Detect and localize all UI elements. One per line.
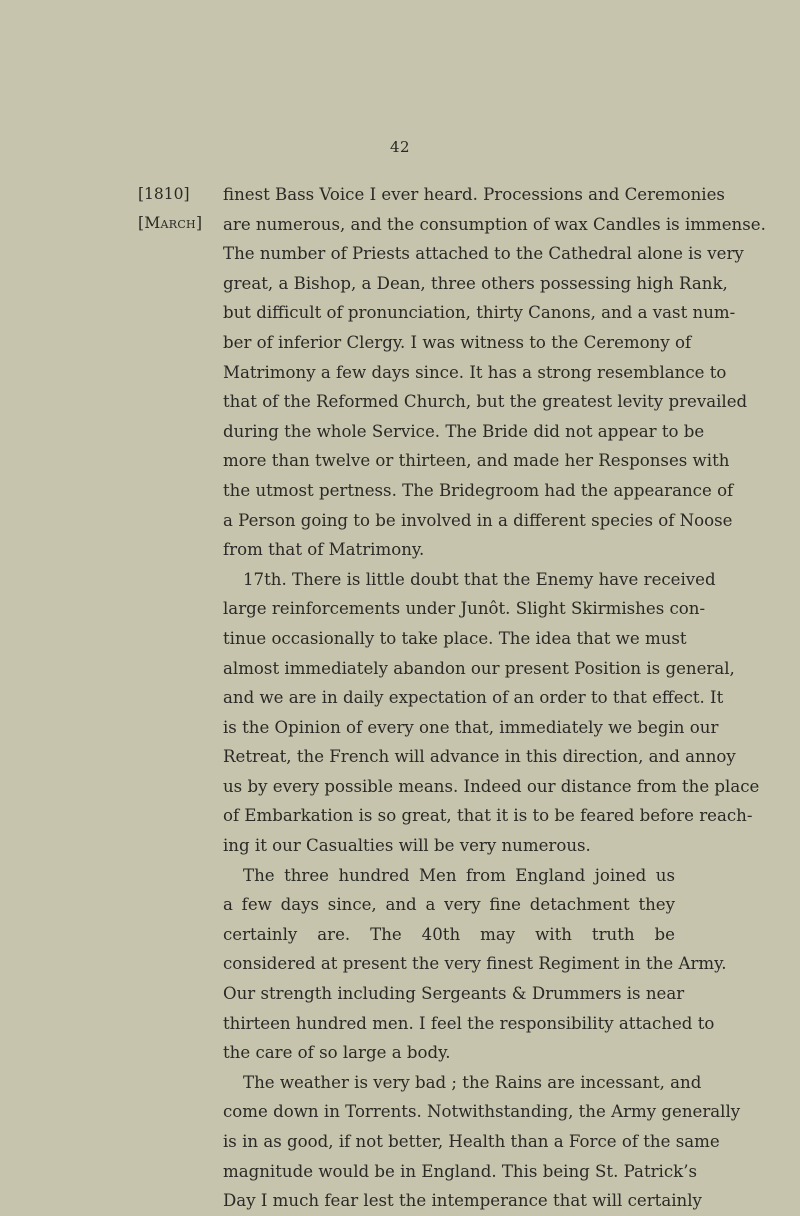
text-line: The weather is very bad ; the Rains are incessant, and (243, 1072, 702, 1092)
text-line: considered at present the very finest Regiment in the Army. (223, 954, 727, 974)
text-line: Retreat, the French will advance in this direction, and annoy (223, 747, 736, 767)
text-line: certainly are. The 40th may with truth be (223, 924, 675, 944)
text-line: magnitude would be in England. This being St. Patrick’s (223, 1161, 697, 1181)
text-line: ber of inferior Clergy. I was witness to the Ceremony of (223, 332, 692, 352)
text-line: are numerous, and the consumption of wax Candles is immense. (223, 214, 766, 234)
text-line: ing it our Casualties will be very numerous. (223, 836, 591, 856)
text-line: us by every possible means. Indeed our distance from the place (223, 776, 760, 796)
text-line: 17th. There is little doubt that the Enemy have received (243, 569, 716, 589)
text-line: during the whole Service. The Bride did not appear to be (223, 421, 705, 441)
text-line: the care of so large a body. (223, 1043, 451, 1063)
text-line: come down in Torrents. Notwithstanding, the Army generally (223, 1102, 741, 1122)
text-line: The number of Priests attached to the Cathedral alone is very (223, 244, 744, 264)
text-line: a Person going to be involved in a different species of Noose (223, 510, 733, 530)
text-line: is in as good, if not better, Health than a Force of the same (223, 1132, 720, 1151)
margin-year: [1810] (138, 185, 190, 203)
text-line: thirteen hundred men. I feel the responsibility attached to (223, 1013, 715, 1033)
margin-notes (138, 180, 202, 238)
text-line: more than twelve or thirteen, and made her Responses with (223, 451, 730, 471)
page-number: 42 (389, 138, 411, 156)
paragraph (223, 180, 766, 565)
text-line: tinue occasionally to take place. The idea that we must (223, 628, 687, 648)
text-line: finest Bass Voice I ever heard. Processions and Ceremonies (223, 185, 725, 204)
text-line: Matrimony a few days since. It has a strong resemblance to (223, 362, 727, 382)
text-line: Day I much fear lest the intemperance that will certainly (223, 1191, 702, 1211)
text-line: The three hundred Men from England joined us (243, 865, 675, 885)
text-line: a few days since, and a very fine detachment they (223, 895, 675, 915)
paragraph (223, 1068, 741, 1216)
body-text (223, 180, 766, 1216)
text-line: almost immediately abandon our present Position is general, (223, 658, 735, 678)
text-line: is the Opinion of every one that, immediately we begin our (223, 717, 719, 737)
text-line: Our strength including Sergeants & Drummers is near (223, 984, 685, 1004)
paragraph (223, 565, 760, 861)
text-line: that of the Reformed Church, but the greatest levity prevailed (223, 392, 748, 412)
text-line: but difficult of pronunciation, thirty Canons, and a vast num- (223, 303, 736, 323)
text-line: and we are in daily expectation of an order to that effect. It (223, 688, 724, 708)
text-line: large reinforcements under Junôt. Slight Skirmishes con- (223, 599, 706, 619)
paragraph (223, 861, 727, 1068)
text-line: great, a Bishop, a Dean, three others possessing high Rank, (223, 273, 728, 293)
text-line: of Embarkation is so great, that it is to be feared before reach- (223, 806, 753, 826)
margin-month: [March] (138, 214, 203, 232)
text-line: the utmost pertness. The Bridegroom had the appearance of (223, 480, 734, 500)
text-line: from that of Matrimony. (223, 540, 425, 560)
